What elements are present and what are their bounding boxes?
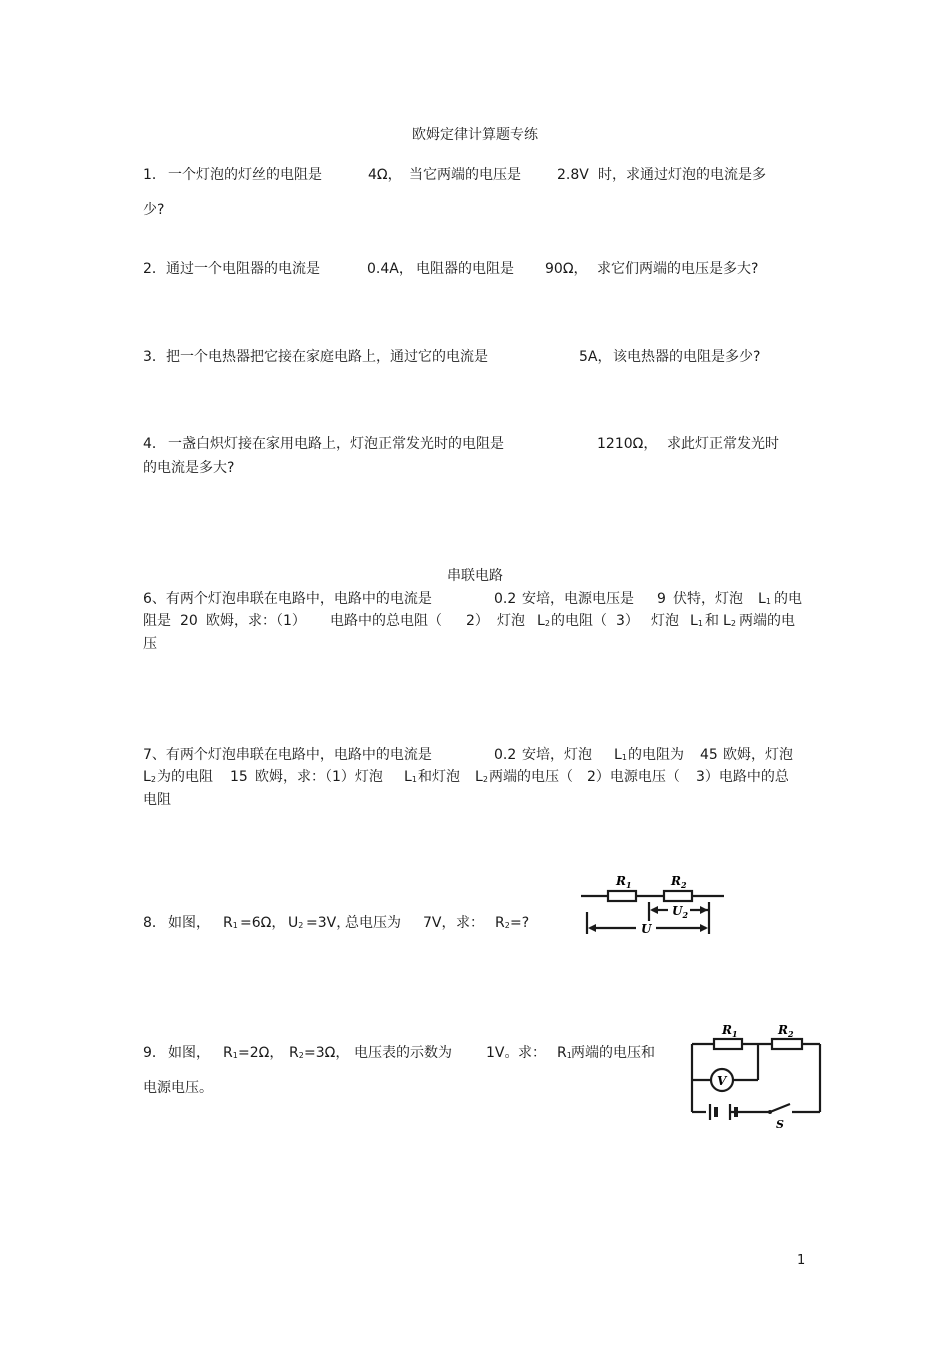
q4-text-b: 求此灯正常发光时 — [667, 436, 779, 452]
q9-symbol-r1: $R_1$ — [223, 1045, 238, 1061]
q7-text-g: 欧姆，求：（1）灯泡 — [255, 769, 383, 785]
q2-text-a: 通过一个电阻器的电流是 — [166, 261, 320, 277]
q6-text-b: 安培，电源电压是 — [522, 591, 634, 607]
page-title: 欧姆定律计算题专练 — [412, 127, 538, 143]
q6-symbol-l1b: $L_1$ — [690, 613, 703, 629]
q4-value-resistance: 1210Ω， — [597, 436, 658, 452]
q3-text-b: 该电热器的电阻是多少? — [613, 349, 761, 365]
q9-number: 9． — [143, 1045, 166, 1061]
q7-text-l: 电阻 — [143, 792, 171, 808]
q7-symbol-l2b: $L_2$ — [475, 769, 488, 785]
q8-fig-u-label: U — [641, 922, 652, 936]
q7-symbol-l1: $L_1$ — [614, 747, 627, 763]
q7-text-k: 3）电路中的总 — [696, 769, 789, 785]
q6-text-o: 两端的电 — [739, 613, 795, 629]
q8-symbol-r1: $R_1$ — [223, 915, 238, 931]
q6-text-l: 3） — [616, 613, 639, 629]
q6-text-h: 电路中的总电阻（ — [330, 613, 442, 629]
q7-text-h: 和灯泡 — [418, 769, 460, 785]
q9-fig-r2-label: $R_2$ — [778, 1023, 794, 1039]
q6-text-k: 的电阻（ — [551, 613, 607, 629]
q9-text-a: 如图， — [168, 1045, 210, 1061]
q9-fig-r1-label: $R_1$ — [722, 1023, 738, 1039]
q9-symbol-r1b: $R_1$ — [557, 1045, 572, 1061]
q3-number: 3． — [143, 349, 166, 365]
q1-text-b: 当它两端的电压是 — [409, 167, 521, 183]
q2-text-c: 求它们两端的电压是多大? — [597, 261, 759, 277]
q2-text-b: 电阻器的电阻是 — [416, 261, 514, 277]
q9-text-b: 电压表的示数为 — [354, 1045, 452, 1061]
q6-text-c: 伏特，灯泡 — [673, 591, 743, 607]
q8-value-u2: =3V， — [306, 915, 351, 931]
q1-number: 1． — [143, 167, 166, 183]
q1-text-a: 一个灯泡的灯丝的电阻是 — [168, 167, 322, 183]
q1-text-d: 少? — [143, 202, 165, 218]
q6-text-j: 灯泡 — [497, 613, 525, 629]
q8-number: 8． — [143, 915, 166, 931]
q6-value-voltage: 9 — [657, 591, 666, 607]
q8-text-b: 总电压为 — [345, 915, 401, 931]
q6-text-e: 阻是 — [143, 613, 171, 629]
q9-value-r1: =2Ω， — [238, 1045, 284, 1061]
q6-value-resistance: 20 — [180, 613, 198, 629]
q7-symbol-l2: $L_2$ — [143, 769, 156, 785]
q8-fig-u2-label: $U_2$ — [672, 904, 689, 920]
q8-text-c: 求： — [456, 915, 484, 931]
q6-text-n: 和 — [705, 613, 719, 629]
q8-value-total-voltage: 7V， — [423, 915, 456, 931]
q9-text-c: 求： — [518, 1045, 546, 1061]
q3-value-current: 5A， — [579, 349, 612, 365]
q3-text-a: 把一个电热器把它接在家庭电路上，通过它的电流是 — [166, 349, 488, 365]
q6-text-i: 2） — [466, 613, 489, 629]
q7-text-i: 两端的电压（ — [489, 769, 573, 785]
q7-text-b: 安培，灯泡 — [522, 747, 592, 763]
q6-symbol-l2: $L_2$ — [537, 613, 550, 629]
q9-fig-voltmeter-label: V — [717, 1074, 727, 1088]
q6-text-a: 6、有两个灯泡串联在电路中，电路中的电流是 — [143, 591, 432, 607]
q7-value-current: 0.2 — [494, 747, 517, 763]
q6-text-g: 欧姆，求：（1） — [206, 613, 306, 629]
q8-text-a: 如图， — [168, 915, 210, 931]
q8-text-d: =? — [510, 915, 530, 931]
q9-value-r2: =3Ω， — [304, 1045, 350, 1061]
page-number: 1 — [797, 1253, 806, 1268]
q7-symbol-l1b: $L_1$ — [404, 769, 417, 785]
q6-symbol-l1: $L_1$ — [758, 591, 771, 607]
q6-text-p: 压 — [143, 636, 157, 652]
q2-value-resistance: 90Ω， — [545, 261, 588, 277]
q7-text-d: 欧姆，灯泡 — [723, 747, 793, 763]
q7-text-c: 的电阻为 — [628, 747, 684, 763]
q8-symbol-r2: $R_2$ — [495, 915, 510, 931]
section-heading-series-circuit: 串联电路 — [447, 568, 503, 584]
q8-value-r1: =6Ω， — [240, 915, 286, 931]
q2-value-current: 0.4A， — [367, 261, 413, 277]
q1-value-voltage: 2.8V — [557, 167, 589, 183]
q4-text-c: 的电流是多大? — [143, 460, 235, 476]
q1-value-resistance: 4Ω， — [368, 167, 402, 183]
q7-text-a: 7、有两个灯泡串联在电路中，电路中的电流是 — [143, 747, 432, 763]
q6-text-d: 的电 — [774, 591, 802, 607]
q6-value-current: 0.2 — [494, 591, 517, 607]
q4-text-a: 一盏白炽灯接在家用电路上，灯泡正常发光时的电阻是 — [168, 436, 504, 452]
q2-number: 2． — [143, 261, 166, 277]
q9-symbol-r2: $R_2$ — [289, 1045, 304, 1061]
q6-symbol-l2b: $L_2$ — [723, 613, 736, 629]
q7-text-j: 2）电源电压（ — [587, 769, 680, 785]
q4-number: 4． — [143, 436, 166, 452]
q8-fig-r1-label: $R_1$ — [616, 874, 632, 890]
q9-value-voltmeter: 1V。 — [486, 1045, 519, 1061]
q1-text-c: 时，求通过灯泡的电流是多 — [598, 167, 766, 183]
q6-text-m: 灯泡 — [651, 613, 679, 629]
q8-fig-r2-label: $R_2$ — [671, 874, 687, 890]
q9-fig-switch-label: S — [776, 1118, 784, 1131]
q9-text-d: 两端的电压和 — [571, 1045, 655, 1061]
q8-circuit-figure — [578, 866, 728, 956]
q8-symbol-u2: $U_2$ — [288, 915, 304, 931]
q9-circuit-figure — [682, 1016, 832, 1136]
q7-text-e: 为的电阻 — [157, 769, 213, 785]
q9-text-e: 电源电压。 — [143, 1080, 213, 1096]
q7-value-resistance-1: 45 — [700, 747, 718, 763]
q7-value-resistance-2: 15 — [230, 769, 248, 785]
